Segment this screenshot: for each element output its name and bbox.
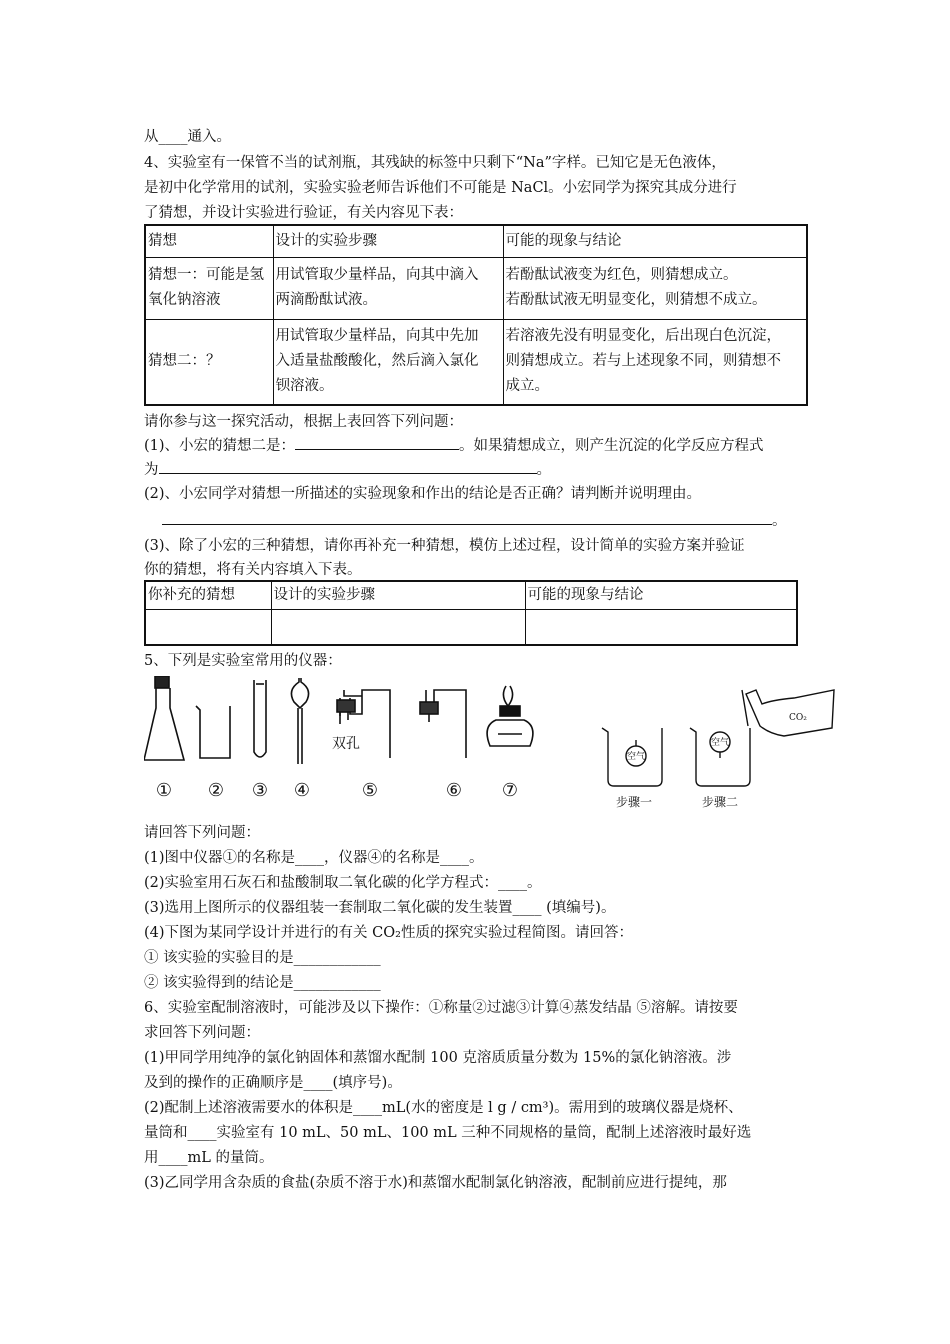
row1-guess: 猜想一：可能是氢 氧化钠溶液 — [145, 257, 273, 319]
label-4: ④ — [293, 780, 311, 801]
supplement-table — [144, 580, 798, 646]
label-1: ① — [155, 780, 173, 801]
answer-blank[interactable] — [295, 435, 459, 450]
q4-after-text: 请你参与这一探究活动，根据上表回答下列问题： — [144, 414, 463, 430]
q6-line-6: 量筒和____实验室有 10 mL、50 mL、100 mL 三种不同规格的量筒，配制上述溶液时最好选 — [144, 1125, 752, 1141]
header-result: 可能的现象与结论 — [503, 225, 807, 257]
header-steps: 设计的实验步骤 — [273, 225, 503, 257]
answer-cell-result[interactable] — [525, 609, 797, 645]
q5-line-4: (3)选用上图所示的仪器组装一套制取二氧化碳的发生装置____ (填编号)。 — [144, 900, 616, 916]
q5-line-2: (1)图中仪器①的名称是____，仪器④的名称是____。 — [144, 850, 484, 866]
header-result-2: 可能的现象与结论 — [525, 581, 797, 609]
air-label-2: 空气 — [711, 738, 730, 748]
header-guess: 猜想 — [145, 225, 273, 257]
q4-line-1: 4、实验室有一保管不当的试剂瓶，其残缺的标签中只剩下“Na”字样。已知它是无色液体， — [144, 155, 726, 171]
step2-label: 步骤二 — [702, 795, 739, 809]
answer-blank[interactable] — [162, 510, 772, 525]
q5-line-1: 请回答下列问题： — [144, 825, 260, 841]
hypothesis-table — [144, 224, 808, 406]
q4-question-1-cont: 为 。 — [144, 459, 551, 480]
q6-line-1: 6、实验室配制溶液时，可能涉及以下操作：①称量②过滤③计算④蒸发结晶 ⑤溶解。请按要 — [144, 1000, 738, 1016]
label-5: ⑤ — [361, 780, 379, 801]
single-hole-stopper-icon — [420, 690, 466, 758]
row2-result: 若溶液先没有明显变化，后出现白色沉淀， 则猜想成立。若与上述现象不同，则猜想不 成立。 — [503, 319, 807, 405]
q4-question-3-line-1: (3)、除了小宏的三种猜想，请你再补充一种猜想，模仿上述过程，设计简单的实验方案并验证 — [144, 538, 745, 554]
q5-line-3: (2)实验室用石灰石和盐酸制取二氧化碳的化学方程式：____。 — [144, 875, 542, 891]
label-7: ⑦ — [501, 780, 519, 801]
apparatus-figure — [144, 676, 844, 816]
row2-steps: 用试管取少量样品，向其中先加 入适量盐酸酸化，然后滴入氯化 钡溶液。 — [273, 319, 503, 405]
q4-line-3: 了猜想，并设计实验进行验证，有关内容见下表： — [144, 205, 463, 221]
q6-line-4: 及到的操作的正确顺序是____(填序号)。 — [144, 1075, 402, 1091]
label-2: ② — [207, 780, 225, 801]
intro-line: 从____通入。 — [144, 129, 231, 145]
air-label-1: 空气 — [627, 752, 646, 762]
header-steps-2: 设计的实验步骤 — [271, 581, 525, 609]
q4-question-2-answer: 。 — [162, 510, 787, 531]
header-your-guess: 你补充的猜想 — [145, 581, 271, 609]
co2-label: CO₂ — [789, 713, 807, 723]
stopper-label: 双孔 — [332, 736, 360, 752]
q4-question-2: (2)、小宏同学对猜想一所描述的实验现象和作出的结论是否正确？请判断并说明理由。 — [144, 486, 702, 502]
answer-blank[interactable] — [159, 459, 537, 474]
q5-line-5: (4)下图为某同学设计并进行的有关 CO₂性质的探究实验过程简图。请回答： — [144, 925, 633, 941]
q5-line-7: ② 该实验得到的结论是____________ — [144, 975, 381, 991]
q6-line-8: (3)乙同学用含杂质的食盐(杂质不溶于水)和蒸馏水配制氯化钠溶液，配制前应进行提纯，那 — [144, 1175, 727, 1191]
row2-guess: 猜想二：？ — [145, 319, 273, 405]
q4-line-2: 是初中化学常用的试剂，实验实验老师告诉他们不可能是 NaCl。小宏同学为探究其成分进行 — [144, 180, 737, 196]
q6-line-2: 求回答下列问题： — [144, 1025, 260, 1041]
row1-steps: 用试管取少量样品，向其中滴入 两滴酚酞试液。 — [273, 257, 503, 319]
q5-line-6: ① 该实验的实验目的是____________ — [144, 950, 381, 966]
q6-line-5: (2)配制上述溶液需要水的体积是____mL(水的密度是 l g / cm³)。需用到的玻璃仪器是烧杯、 — [144, 1100, 743, 1116]
test-tube-icon — [254, 680, 266, 757]
label-6: ⑥ — [445, 780, 463, 801]
q5-title: 5、下列是实验室常用的仪器： — [144, 653, 342, 669]
step1-label: 步骤一 — [616, 795, 653, 809]
alcohol-lamp-icon — [487, 686, 533, 746]
q6-line-7: 用____mL 的量筒。 — [144, 1150, 274, 1166]
row1-result: 若酚酞试液变为红色，则猜想成立。 若酚酞试液无明显变化，则猜想不成立。 — [503, 257, 807, 319]
separatory-funnel-icon — [291, 678, 308, 764]
q4-question-3-line-2: 你的猜想，将有关内容填入下表。 — [144, 562, 362, 578]
answer-cell-guess[interactable] — [145, 609, 271, 645]
q4-question-1: (1)、小宏的猜想二是： 。如果猜想成立，则产生沉淀的化学反应方程式 — [144, 435, 764, 456]
q6-line-3: (1)甲同学用纯净的氯化钠固体和蒸馏水配制 100 克溶质质量分数为 15%的氯化钠溶液。涉 — [144, 1050, 732, 1066]
beaker-icon — [196, 706, 230, 758]
conical-flask-icon — [144, 676, 184, 760]
answer-cell-steps[interactable] — [271, 609, 525, 645]
label-3: ③ — [251, 780, 269, 801]
